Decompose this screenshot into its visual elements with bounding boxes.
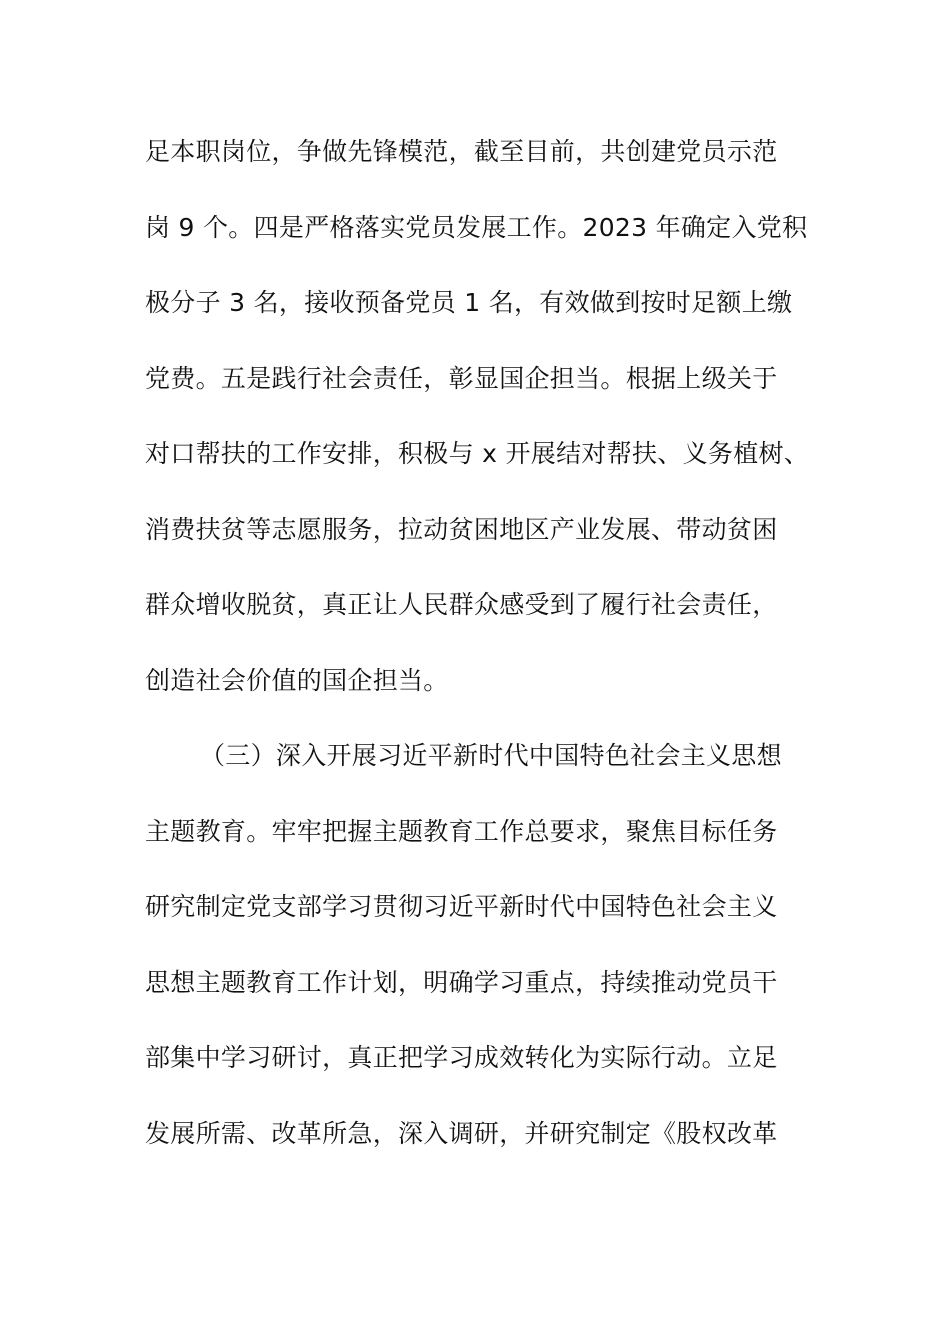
text-line: 发展所需、改革所急，深入调研，并研究制定《股权改革 (145, 1118, 778, 1148)
text-line: 主题教育。牢牢把握主题教育工作总要求，聚焦目标任务 (145, 816, 778, 846)
text-line: 研究制定党支部学习贯彻习近平新时代中国特色社会主义 (145, 892, 778, 921)
text-line: 极分子 3 名，接收预备党员 1 名，有效做到按时足额上缴 (145, 288, 793, 317)
document-body (145, 132, 845, 1189)
text-line: 消费扶贫等志愿服务，拉动贫困地区产业发展、带动贫困 (145, 514, 778, 544)
text-line: 对口帮扶的工作安排，积极与 x 开展结对帮扶、义务植树、 (145, 439, 810, 468)
text-line: 思想主题教育工作计划，明确学习重点，持续推动党员干 (145, 967, 778, 997)
text-line: 部集中学习研讨，真正把学习成效转化为实际行动。立足 (145, 1043, 778, 1072)
text-line: 足本职岗位，争做先锋模范，截至目前，共创建党员示范 (145, 137, 778, 166)
text-line: 群众增收脱贫，真正让人民群众感受到了履行社会责任， (145, 590, 778, 619)
text-line: 创造社会价值的国企担当。 (145, 665, 449, 695)
text-line: 党费。五是践行社会责任，彰显国企担当。根据上级关于 (145, 363, 778, 393)
text-line: 岗 9 个。四是严格落实党员发展工作。2023 年确定入党积 (145, 212, 808, 242)
section-heading-line: （三）深入开展习近平新时代中国特色社会主义思想 (200, 741, 782, 770)
